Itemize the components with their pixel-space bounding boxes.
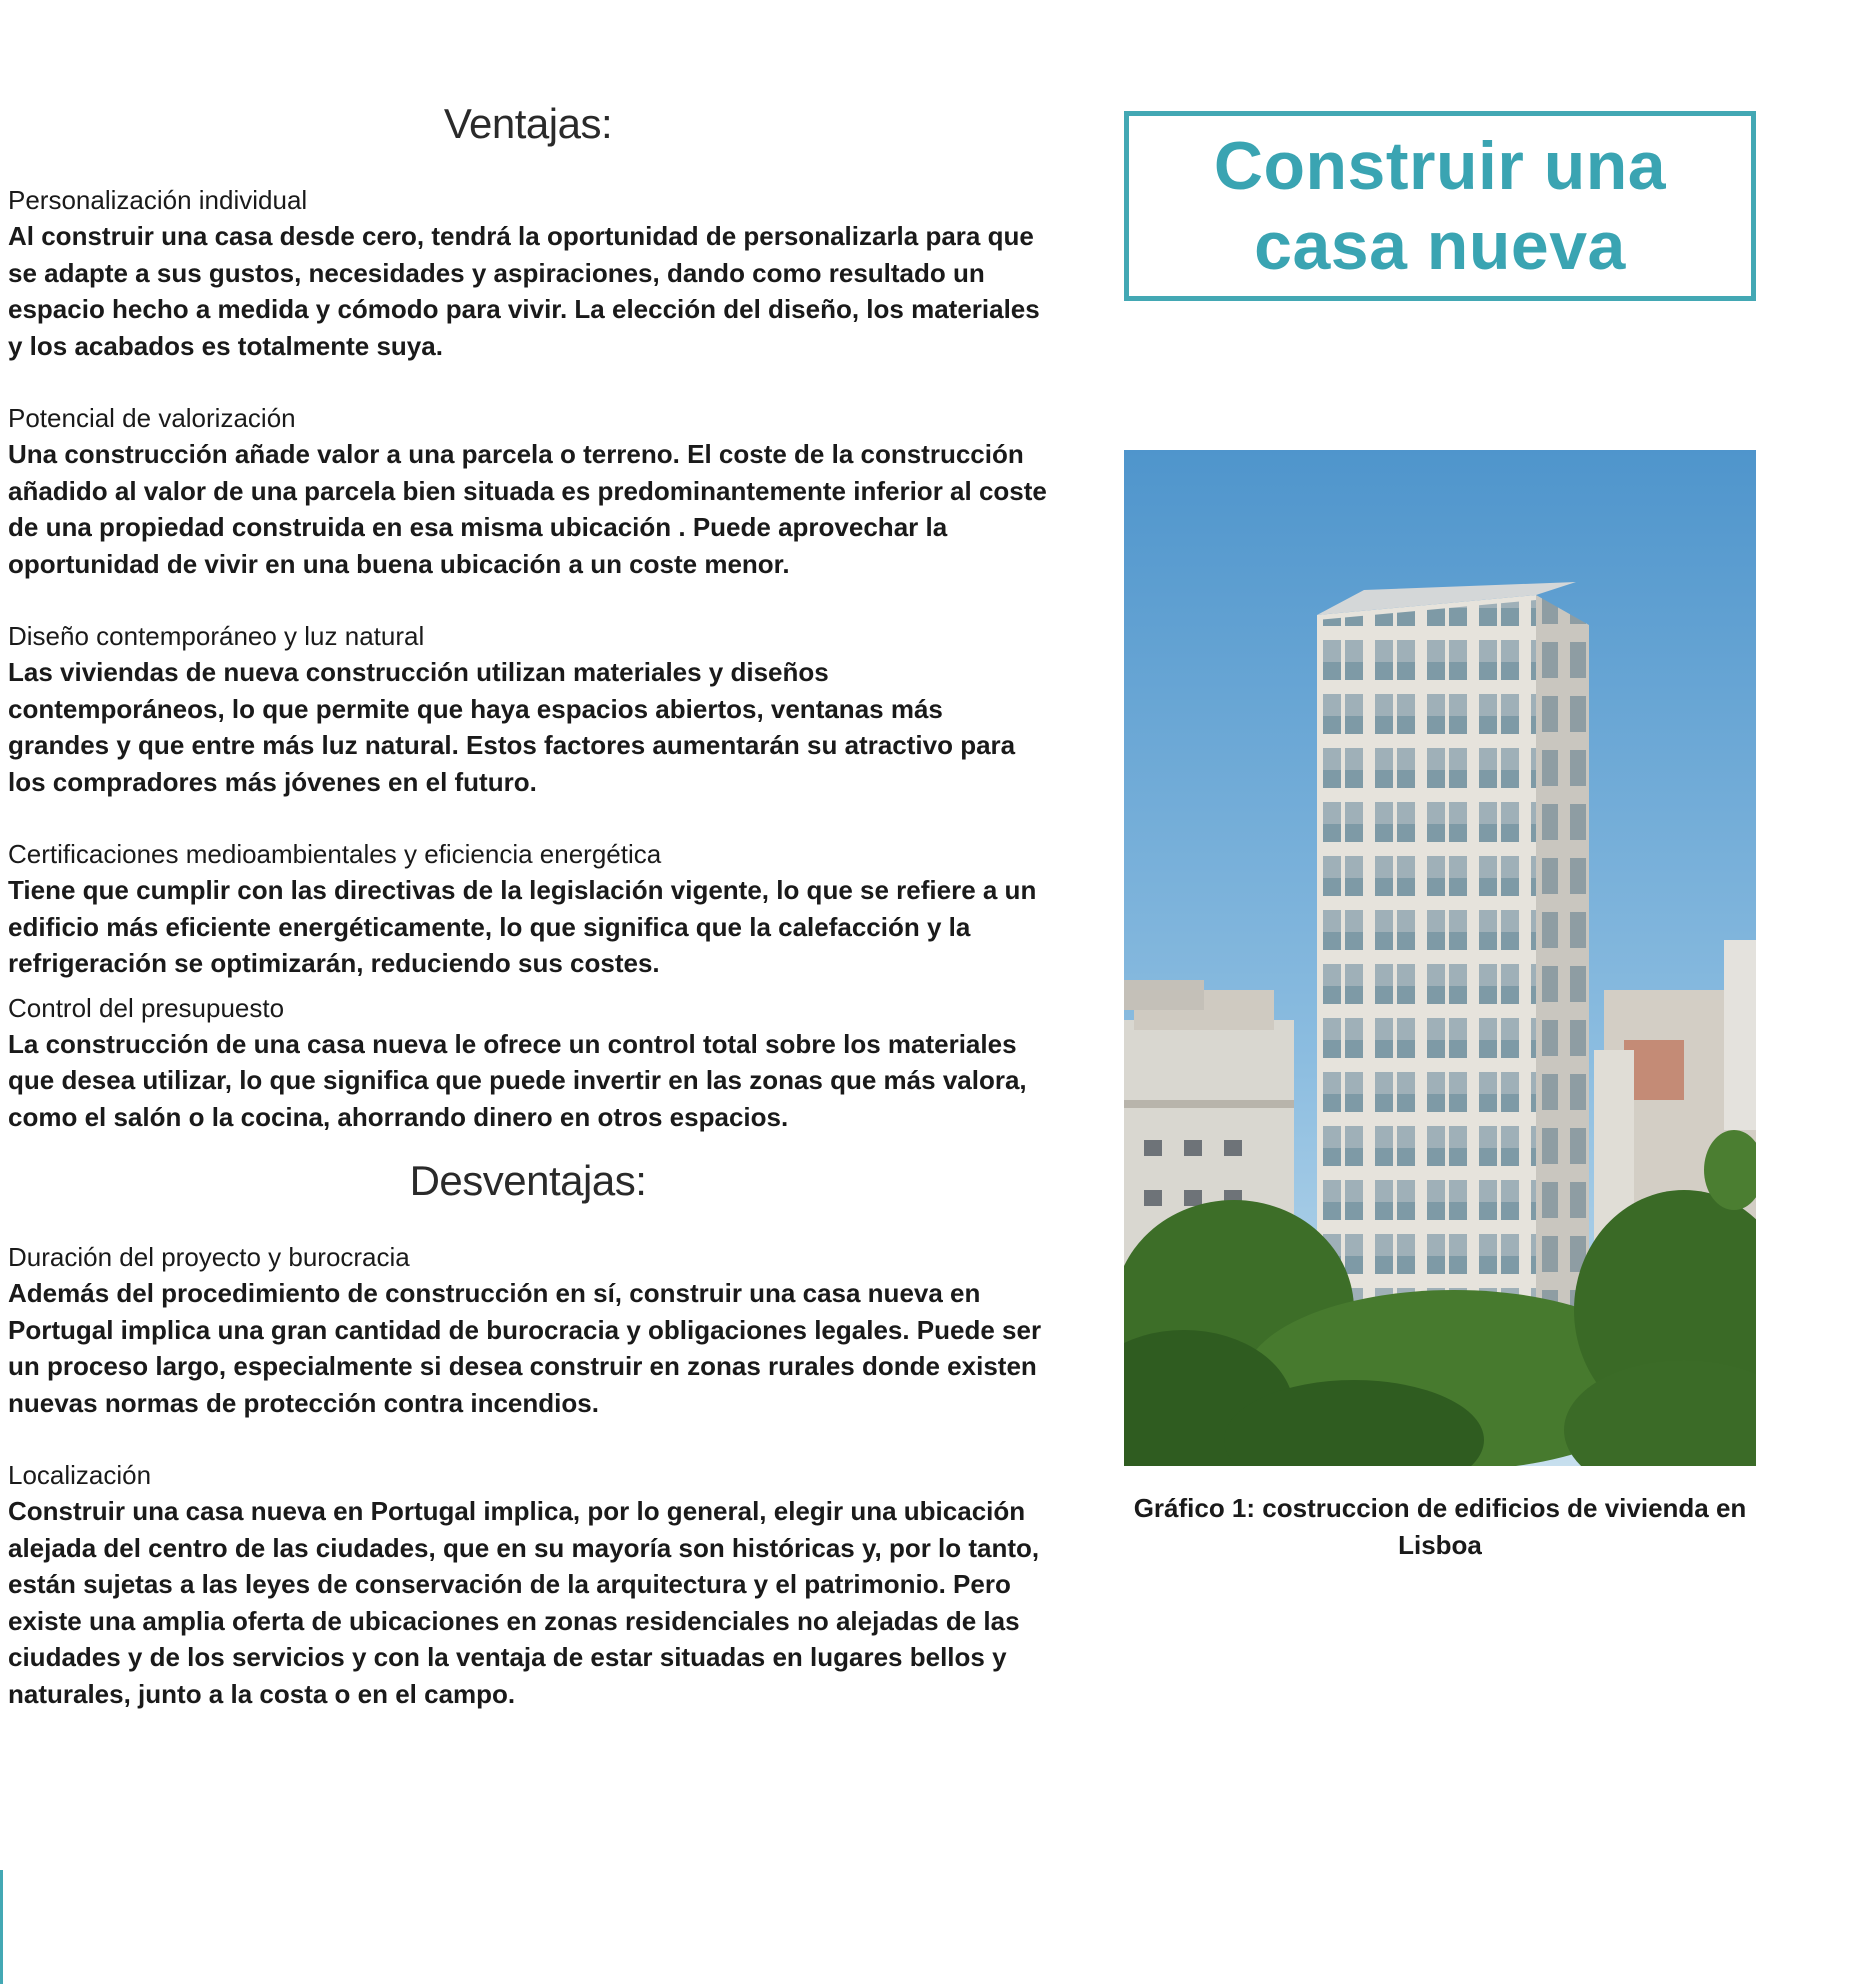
building-photo-illustration [1124, 450, 1756, 1466]
advantage-item [8, 618, 1048, 800]
advantage-text: Las viviendas de nueva construcción utilizan materiales y diseños contemporáneos, lo que permite que haya espacios abiertos, ventanas más grandes y que entre más luz natural. Estos factores aumentarán su atractivo para los compradores más jóvenes en el futuro. [8, 657, 1016, 797]
advantage-text: Al construir una casa desde cero, tendrá la oportunidad de personalizarla para que se adapte a sus gustos, necesidades y aspiraciones, dando como resultado un espacio hecho a medida y cómodo para vivir. La elección del diseño, los materiales y los acabados es totalmente suya. [8, 221, 1040, 361]
disadvantage-item [8, 1457, 1048, 1712]
advantage-title: Potencial de valorización [8, 403, 296, 433]
page-title: Construir una casa nueva [1213, 128, 1667, 284]
disadvantage-title: Duración del proyecto y burocracia [8, 1242, 410, 1272]
disadvantage-text: Además del procedimiento de construcción en sí, construir una casa nueva en Portugal implica una gran cantidad de burocracia y obligaciones legales. Puede ser un proceso largo, especialmente si desea construir en zonas rurales donde existen nuevas normas de protección contra incendios. [8, 1278, 1042, 1418]
advantage-title: Control del presupuesto [8, 992, 285, 1023]
advantage-title: Personalización individual [8, 185, 308, 215]
advantage-item [8, 836, 1048, 982]
margin-rule [0, 1870, 3, 1984]
disadvantage-title: Localización [8, 1460, 152, 1490]
advantage-item [8, 182, 1048, 364]
advantage-text: Una construcción añade valor a una parcela o terreno. El coste de la construcción añadido al valor de una parcela bien situada es predominantemente inferior al coste de una propiedad construida en esa misma ubicación . Puede aprovechar la oportunidad de vivir en una buena ubicación a un coste menor. [8, 439, 1047, 579]
disadvantages-heading: Desventajas: [409, 1157, 647, 1204]
advantage-title: Certificaciones medioambientales y eficiencia energética [8, 839, 662, 869]
advantage-text: Tiene que cumplir con las directivas de la legislación vigente, lo que se refiere a un edificio más eficiente energéticamente, lo que significa que la calefacción y la refrigeración se optimizarán, reduciendo sus costes. [8, 875, 1037, 978]
advantage-title: Diseño contemporáneo y luz natural [8, 621, 425, 651]
advantages-heading: Ventajas: [443, 100, 613, 147]
disadvantage-item [8, 1239, 1048, 1421]
figure-caption: Gráfico 1: costruccion de edificios de vivienda en Lisboa [1133, 1493, 1747, 1560]
title-box [1124, 111, 1756, 301]
advantage-item [8, 400, 1048, 582]
advantage-item [8, 990, 1048, 1136]
advantage-text: La construcción de una casa nueva le ofrece un control total sobre los materiales que desea utilizar, lo que significa que puede invertir en las zonas que más valora, como el salón o la cocina, ahorrando dinero en otros espacios. [8, 1028, 1027, 1132]
building-photo [1124, 450, 1756, 1466]
article-body [8, 100, 1048, 1748]
disadvantage-text: Construir una casa nueva en Portugal implica, por lo general, elegir una ubicación alejada del centro de las ciudades, que en su mayoría son históricas y, por lo tanto, están sujetas a las leyes de conservación de la arquitectura y el patrimonio. Pero existe una amplia oferta de ubicaciones en zonas residenciales no alejadas de las ciudades y de los servicios y con la ventaja de estar situadas en lugares bellos y naturales, junto a la costa o en el campo. [8, 1496, 1040, 1709]
